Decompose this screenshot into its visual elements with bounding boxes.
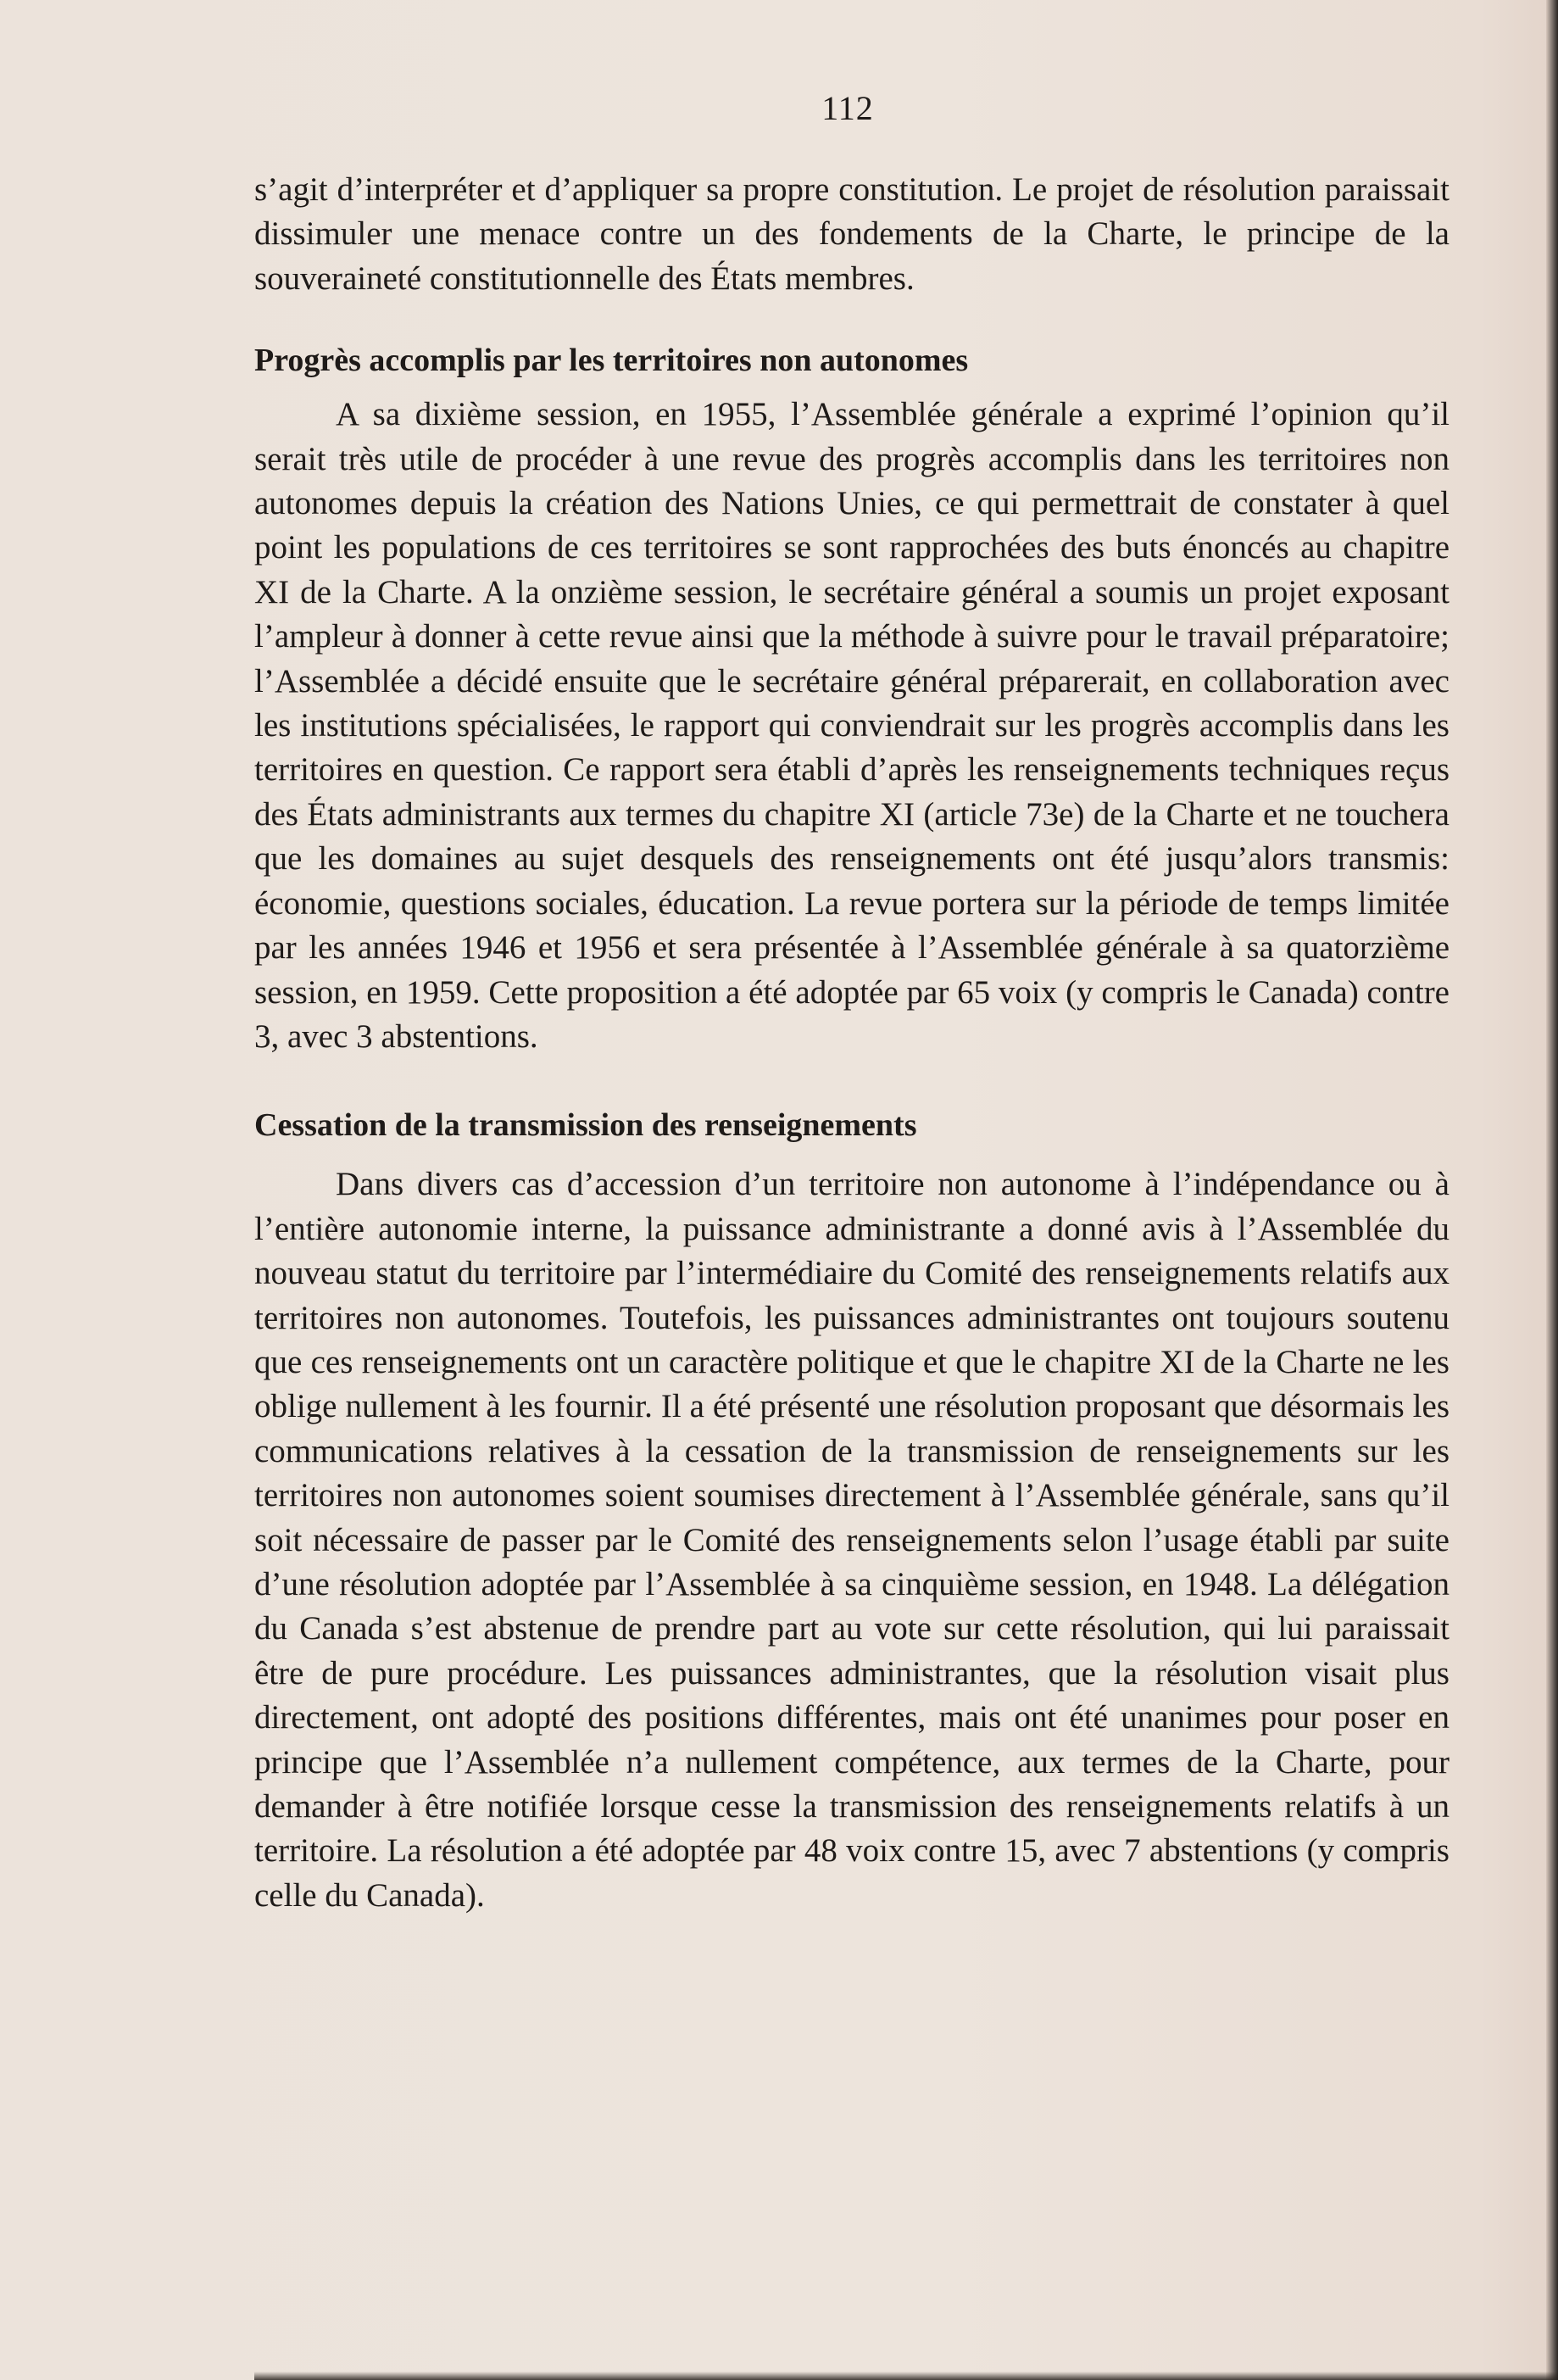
- page-number: 112: [821, 89, 874, 127]
- section-heading-progres: Progrès accomplis par les territoires non autonomes: [254, 343, 969, 379]
- page-content: [254, 168, 1449, 1918]
- cessation-paragraph: Dans divers cas d’accession d’un territoire non autonome à l’indépendance ou à l’entière autonomie interne, la puissance administrante a donné avis à l’Assemblée du nouveau statut du territoire par l’intermédiaire du Comité des renseignements relatifs aux territoires non autonomes. Toutefois, les puissances administrantes ont toujours soutenu que ces renseignements ont un caractère politique et que le chapitre XI de la Charte ne les oblige nullement à les fournir. Il a été présenté une résolution proposant que désormais les communications relatives à la cessation de la transmission de renseignements sur les territoires non autonomes soient soumises directement à l’Assemblée générale, sans qu’il soit nécessaire de passer par le Comité des renseignements selon l’usage établi par suite d’une résolution adoptée par l’Assemblée à sa cinquième session, en 1948. La délégation du Canada s’est abstenue de prendre part au vote sur cette résolution, qui lui paraissait être de pure procédure. Les puissances administrantes, que la résolution visait plus directement, ont adopté des positions différentes, mais ont été unanimes pour poser en principe que l’Assemblée n’a nullement compétence, aux termes de la Charte, pour demander à être notifiée lorsque cesse la transmission des renseignements relatifs à un territoire. La résolution a été adoptée par 48 voix contre 15, avec 7 abstentions (y compris celle du Canada).: [254, 1166, 1449, 1914]
- intro-paragraph: s’agit d’interpréter et d’appliquer sa propre constitution. Le projet de résolution paraissait dissimuler une menace contre un des fondements de la Charte, le principe de la souveraineté constitutionnelle des États membres.: [254, 171, 1449, 297]
- section-heading-cessation: Cessation de la transmission des renseignements: [254, 1107, 917, 1144]
- progres-paragraph: A sa dixième session, en 1955, l’Assemblée générale a exprimé l’opinion qu’il serait très utile de procéder à une revue des progrès accomplis dans les territoires non autonomes depuis la création des Nations Unies, ce qui permettrait de constater à quel point les populations de ces territoires se sont rapprochées des buts énoncés au chapitre XI de la Charte. A la onzième session, le secrétaire général a soumis un projet exposant l’ampleur à donner à cette revue ainsi que la méthode à suivre pour le travail préparatoire; l’Assemblée a décidé ensuite que le secrétaire général préparerait, en collaboration avec les institutions spécialisées, le rapport qui conviendrait sur les progrès accomplis dans les territoires en question. Ce rapport sera établi d’après les renseignements techniques reçus des États administrants aux termes du chapitre XI (article 73e) de la Charte et ne touchera que les domaines au sujet desquels des renseignements ont été jusqu’alors transmis: économie, questions sociales, éducation. La revue portera sur la période de temps limitée par les années 1946 et 1956 et sera présentée à l’Assemblée générale à sa quatorzième session, en 1959. Cette proposition a été adoptée par 65 voix (y compris le Canada) contre 3, avec 3 abstentions.: [254, 396, 1449, 1055]
- page-edge-shadow: [1546, 0, 1558, 2380]
- bottom-edge-shadow: [254, 2372, 1558, 2380]
